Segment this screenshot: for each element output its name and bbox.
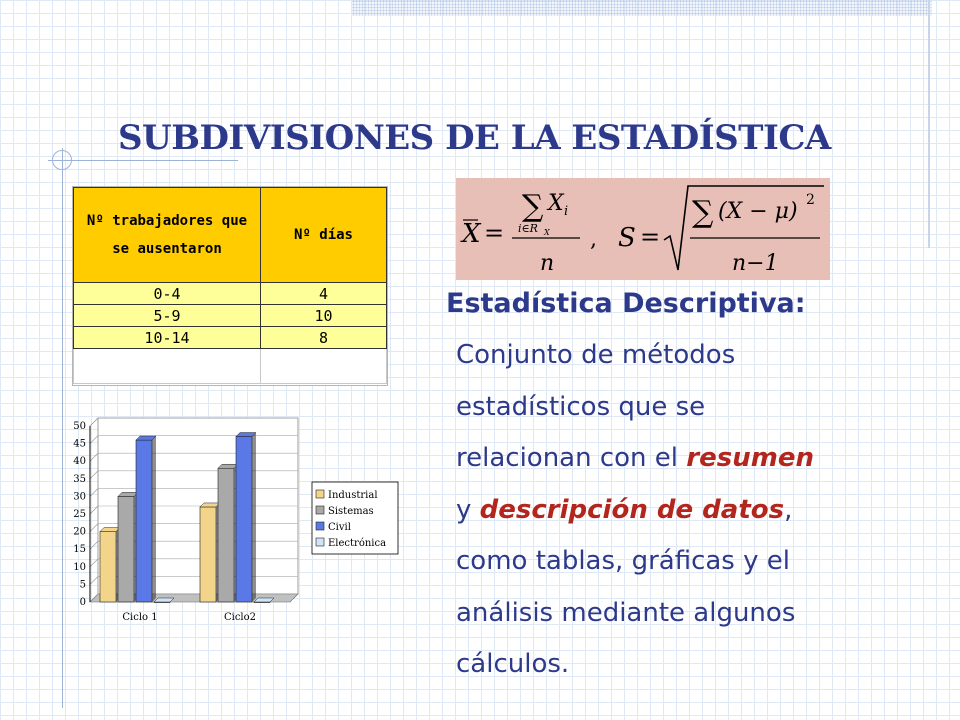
emphasis-resumen: resumen	[686, 443, 814, 473]
chart-gridline	[90, 576, 98, 584]
chart-bar	[236, 437, 252, 602]
svg-text:2: 2	[806, 192, 815, 208]
table-blank-row	[74, 349, 387, 384]
chart-bar-side	[252, 433, 256, 602]
text-line: relacionan con el resumen	[456, 443, 814, 473]
description-text	[456, 330, 936, 691]
y-tick-label: 15	[73, 544, 86, 556]
table-cell: 8	[261, 327, 387, 349]
x-tick-label: Ciclo2	[223, 612, 257, 623]
decorative-circle	[52, 150, 72, 170]
chart-gridline	[90, 559, 98, 567]
table-cell: 0-4	[74, 283, 261, 305]
table-cell: 10	[261, 305, 387, 327]
text-line: Conjunto de métodos	[456, 340, 736, 370]
svg-text:∑: ∑	[692, 195, 714, 230]
table-header-workers	[74, 188, 261, 283]
chart-bar	[136, 440, 152, 602]
chart-gridline	[90, 471, 98, 479]
slide-title: SUBDIVISIONES DE LA ESTADÍSTICA	[118, 118, 831, 158]
formula-box	[456, 178, 830, 280]
svg-text:=: =	[640, 223, 661, 251]
absence-table	[72, 186, 388, 386]
formula-x-minus-mu: (X − μ)	[718, 199, 798, 224]
formula-n: n	[540, 251, 555, 276]
chart-bar	[218, 468, 234, 602]
text-line: cálculos.	[456, 649, 570, 679]
chart-gridline	[90, 541, 98, 549]
decorative-horizontal-line	[48, 160, 238, 161]
decorative-vertical-line	[928, 0, 930, 248]
y-tick-label: 20	[73, 526, 86, 538]
formula-xi: X	[548, 191, 564, 216]
text-line: estadísticos que se	[456, 391, 706, 422]
table-row	[74, 283, 387, 305]
formula-sum-subscript: i∈R	[518, 222, 538, 235]
table-cell: 5-9	[74, 305, 261, 327]
legend-swatch	[316, 538, 324, 546]
y-tick-label: 50	[73, 421, 86, 432]
chart-gridline	[90, 524, 98, 532]
table-row	[74, 327, 387, 349]
chart-gridline	[90, 488, 98, 496]
formula-eq: =	[484, 219, 505, 247]
emphasis-descripcion: descripción de datos	[479, 494, 785, 525]
header-line-2: se ausentaron	[112, 241, 222, 257]
table-cell: 10-14	[74, 327, 261, 349]
table-header-days: Nº días	[261, 188, 387, 283]
chart-bar-side	[152, 436, 156, 602]
chart-gridline	[90, 436, 98, 444]
subtitle: Estadística Descriptiva:	[446, 288, 806, 319]
y-tick-label: 5	[79, 579, 86, 591]
table-row	[74, 305, 387, 327]
formula-xbar: X	[462, 219, 481, 249]
text-line: y descripción de datos,	[456, 494, 793, 525]
y-tick-label: 0	[79, 597, 86, 608]
header-line-1: Nº trabajadores que	[86, 213, 248, 229]
y-tick-label: 25	[73, 509, 86, 520]
svg-text:X: X	[544, 228, 550, 237]
svg-text:,: ,	[590, 227, 597, 252]
formula-n-minus-1: n−1	[732, 251, 779, 276]
chart-gridline	[90, 506, 98, 514]
legend-label: Electrónica	[328, 538, 387, 549]
legend-swatch	[316, 506, 324, 514]
table-cell: 4	[261, 283, 387, 305]
legend-swatch	[316, 490, 324, 498]
x-tick-label: Ciclo 1	[122, 612, 158, 623]
legend-label: Civil	[328, 522, 351, 533]
legend-label: Industrial	[328, 490, 378, 501]
y-tick-label: 45	[73, 438, 86, 450]
chart-bar	[100, 532, 116, 602]
y-tick-label: 35	[73, 473, 86, 485]
chart-gridline	[90, 418, 98, 426]
formula-sum: ∑	[522, 189, 544, 224]
bar-chart	[60, 410, 400, 634]
table-header-row	[74, 188, 387, 283]
y-tick-label: 10	[73, 561, 86, 573]
chart-bar	[200, 507, 216, 602]
y-tick-label: 30	[73, 491, 86, 503]
svg-text:i: i	[564, 204, 569, 219]
decorative-dotted-bar	[352, 0, 932, 16]
chart-bar	[118, 496, 134, 602]
text-line: análisis mediante algunos	[456, 597, 796, 628]
legend-label: Sistemas	[328, 506, 374, 517]
chart-gridline	[90, 453, 98, 461]
legend-swatch	[316, 522, 324, 530]
text-line: como tablas, gráficas y el	[456, 546, 790, 576]
formula-s: S	[618, 223, 636, 253]
y-tick-label: 40	[73, 456, 86, 468]
